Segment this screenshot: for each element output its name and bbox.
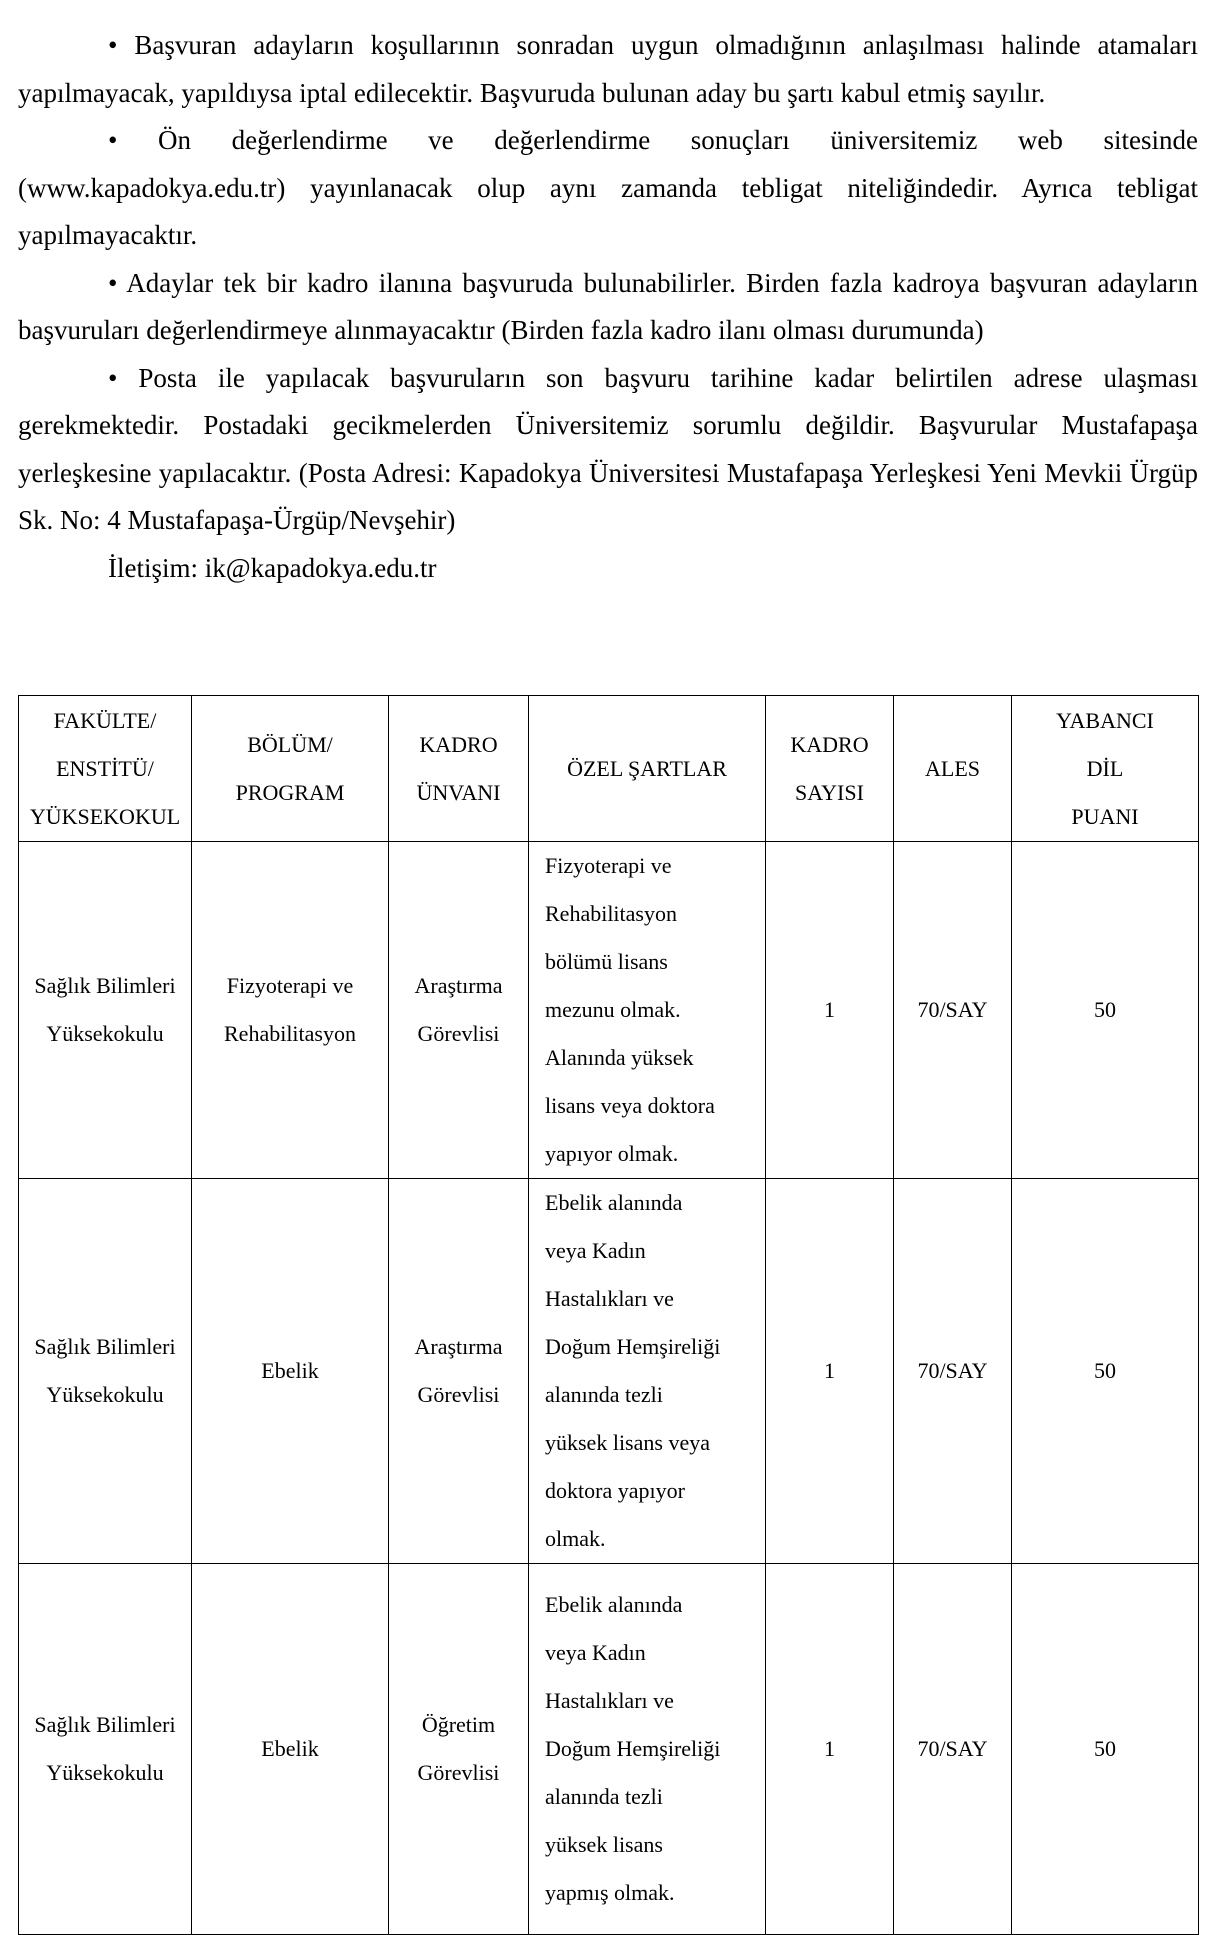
announcement-text: [18, 22, 1198, 592]
cell-department: Ebelik: [192, 1179, 389, 1564]
cell-faculty: Sağlık Bilimleri Yüksekokulu: [19, 1564, 192, 1935]
table-row: [19, 842, 1199, 1179]
cell-faculty: Sağlık Bilimleri Yüksekokulu: [19, 842, 192, 1179]
cell-special-conditions: Fizyoterapi ve Rehabilitasyon bölümü lisans mezunu olmak. Alanında yüksek lisans veya doktora yapıyor olmak.: [529, 842, 766, 1179]
table-header-row: [19, 696, 1199, 842]
paragraph-results: • Ön değerlendirme ve değerlendirme sonuçları üniversitemiz web sitesinde (www.kapadokya.edu.tr) yayınlanacak olup aynı zamanda tebligat niteliğindedir. Ayrıca tebligat yapılmayacaktır.: [18, 125, 1198, 250]
paragraph-conditions: • Başvuran adayların koşullarının sonradan uygun olmadığının anlaşılması halinde atamaları yapılmayacak, yapıldıysa iptal edilecektir. Başvuruda bulunan aday bu şartı kabul etmiş sayılır.: [18, 30, 1198, 108]
paragraph-single-application: • Adaylar tek bir kadro ilanına başvuruda bulunabilirler. Birden fazla kadroya başvuran adayların başvuruları değerlendirmeye alınmayacaktır (Birden fazla kadro ilanı olması durumunda): [18, 267, 1198, 345]
cell-position-title: Araştırma Görevlisi: [389, 842, 529, 1179]
cell-language-score: 50: [1012, 842, 1199, 1179]
contact-line: İletişim: ik@kapadokya.edu.tr: [108, 552, 437, 583]
paragraph-postal: • Posta ile yapılacak başvuruların son başvuru tarihine kadar belirtilen adrese ulaşması gerekmektedir. Postadaki gecikmelerden Üniversitemiz sorumlu değildir. Başvurular Mustafapaşa yerleşkesine yapılacaktır. (Posta Adresi: Kapadokya Üniversitesi Mustafapaşa Yerleşkesi Yeni Mevkii Ürgüp Sk. No: 4 Mustafapaşa-Ürgüp/Nevşehir): [18, 362, 1198, 535]
cell-position-count: 1: [766, 1564, 894, 1935]
cell-position-title: Öğretim Görevlisi: [389, 1564, 529, 1935]
cell-position-count: 1: [766, 1179, 894, 1564]
cell-position-title: Araştırma Görevlisi: [389, 1179, 529, 1564]
table-row: [19, 1179, 1199, 1564]
cell-language-score: 50: [1012, 1179, 1199, 1564]
table-row: [19, 1564, 1199, 1935]
header-department: BÖLÜM/ PROGRAM: [192, 696, 389, 842]
position-table: [18, 695, 1199, 1935]
cell-position-count: 1: [766, 842, 894, 1179]
header-faculty: FAKÜLTE/ ENSTİTÜ/ YÜKSEKOKUL: [19, 696, 192, 842]
header-position-title: KADRO ÜNVANI: [389, 696, 529, 842]
header-language-score: YABANCI DİL PUANI: [1012, 696, 1199, 842]
cell-ales: 70/SAY: [894, 1564, 1012, 1935]
cell-department: Ebelik: [192, 1564, 389, 1935]
header-ales: ALES: [894, 696, 1012, 842]
cell-ales: 70/SAY: [894, 1179, 1012, 1564]
cell-faculty: Sağlık Bilimleri Yüksekokulu: [19, 1179, 192, 1564]
cell-ales: 70/SAY: [894, 842, 1012, 1179]
cell-language-score: 50: [1012, 1564, 1199, 1935]
header-special-conditions: ÖZEL ŞARTLAR: [529, 696, 766, 842]
cell-department: Fizyoterapi ve Rehabilitasyon: [192, 842, 389, 1179]
cell-special-conditions: Ebelik alanında veya Kadın Hastalıkları ve Doğum Hemşireliği alanında tezli yüksek lisans yapmış olmak.: [529, 1564, 766, 1935]
cell-special-conditions: Ebelik alanında veya Kadın Hastalıkları ve Doğum Hemşireliği alanında tezli yüksek lisans veya doktora yapıyor olmak.: [529, 1179, 766, 1564]
header-position-count: KADRO SAYISI: [766, 696, 894, 842]
